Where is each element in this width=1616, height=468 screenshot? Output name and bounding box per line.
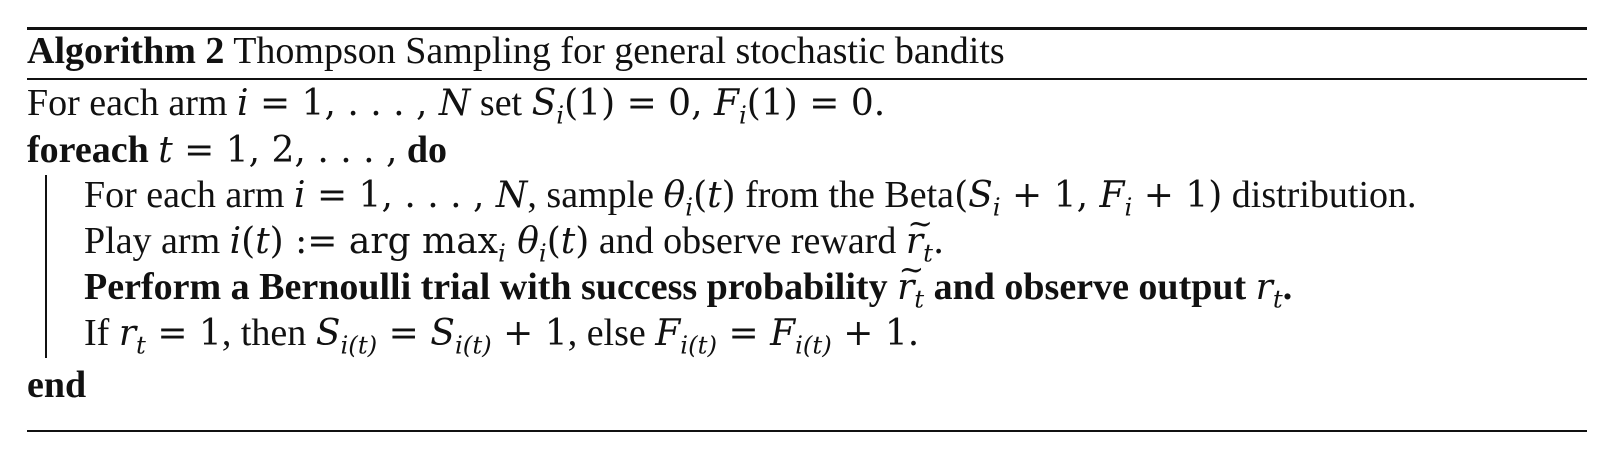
algorithm-label: Algorithm 2 <box>27 30 225 72</box>
algorithm-caption <box>27 28 1005 74</box>
loop-body-bar <box>45 175 47 358</box>
sample-line: For each arm i = 1, . . . , N, sample $\theta_i(t)$ from the $Beta(S_i + 1$, $F_i + 1$) distribution. <box>84 174 1417 222</box>
math-arm-range: i = 1, . . . , N <box>293 175 528 216</box>
foreach-line <box>27 127 447 174</box>
algorithm-title: Thompson Sampling for general stochastic bandits <box>233 30 1005 72</box>
math-arm-range: i = 1, . . . , N <box>236 83 471 124</box>
math-time-range: t = 1, 2, . . . , <box>158 130 398 171</box>
end-line <box>27 362 86 408</box>
init-line: For each arm i = 1, . . . , N set $S_i(1) = 0$, $F_i(1) = 0$. <box>27 82 886 130</box>
foreach-keyword: foreach <box>27 129 149 171</box>
math-reward-tilde: ~ $r_t$. <box>906 221 945 262</box>
math-beta-params: ($S_i + 1$, $F_i + 1$) <box>954 175 1223 222</box>
math-argmax: i(t) := arg $\max_i \theta_i(t)$ <box>229 221 590 268</box>
math-output: $r_t$ <box>1255 267 1283 314</box>
update-line: If $r_t = 1$, then $S_{i(t)} = S_{i(t)} + 1$, else $F_{i(t)} = F_{i(t)} + 1$. <box>84 312 920 360</box>
math-success-update: $S_{i(t)} = S_{i(t)} + 1$ <box>315 313 568 360</box>
end-keyword: end <box>27 364 87 406</box>
bottom-rule <box>27 430 1587 432</box>
math-failure-update: $F_{i(t)} = F_{i(t)} + 1$. <box>655 313 920 360</box>
bernoulli-line: Perform a Bernoulli trial with success probability ~ $r_t$ and observe output $r_t$. <box>84 264 1292 323</box>
do-keyword: do <box>406 129 448 171</box>
math-reward-tilde: ~ $r_t$ <box>897 267 924 308</box>
math-condition: $r_t = 1$ <box>118 313 222 360</box>
math-init: $S_i(1) = 0$, $F_i(1) = 0$. <box>531 83 886 130</box>
play-line: Play arm i(t) := arg $\max_i \theta_i(t)$ and observe reward ~ $r_t$. <box>84 218 944 277</box>
math-theta: $\theta_i(t)$ <box>663 175 736 222</box>
